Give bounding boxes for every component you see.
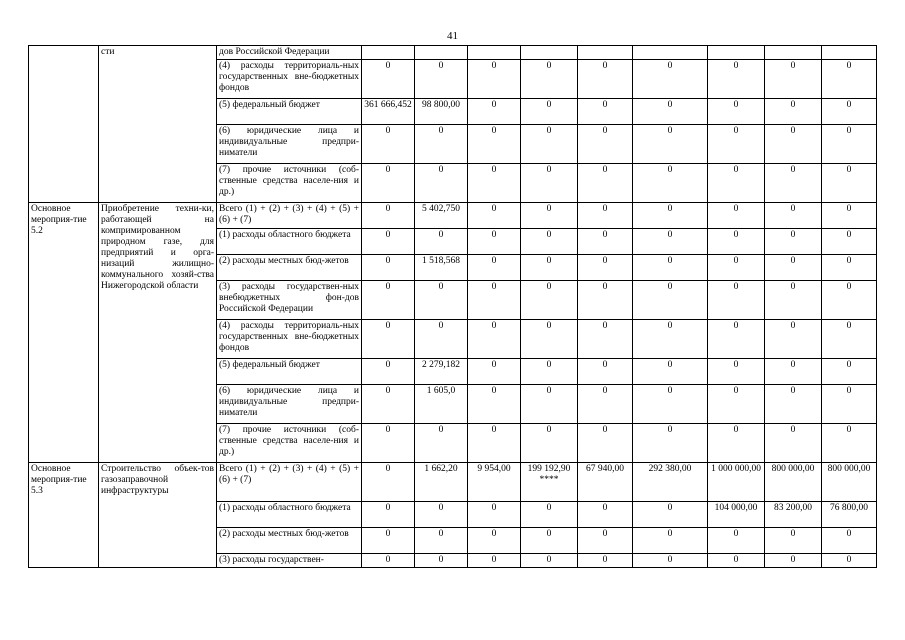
value-cell: 0 bbox=[362, 60, 415, 99]
value-cell bbox=[468, 46, 521, 60]
source-cell: (7) прочие источники (соб-ственные средства населе-ния и др.) bbox=[217, 424, 362, 463]
value-cell: 98 800,00 bbox=[415, 99, 468, 125]
value-cell: 0 bbox=[521, 60, 578, 99]
value-cell: 2 279,182 bbox=[415, 359, 468, 385]
value-cell: 0 bbox=[633, 359, 708, 385]
value-cell: 0 bbox=[822, 385, 877, 424]
value-cell: 0 bbox=[578, 203, 633, 229]
value-cell: 0 bbox=[468, 125, 521, 164]
value-cell: 0 bbox=[468, 99, 521, 125]
source-cell: (1) расходы областного бюджета bbox=[217, 502, 362, 528]
value-cell bbox=[633, 46, 708, 60]
value-cell: 0 bbox=[468, 359, 521, 385]
value-cell: 0 bbox=[633, 60, 708, 99]
value-cell: 0 bbox=[822, 164, 877, 203]
value-cell: 0 bbox=[578, 385, 633, 424]
value-cell: 0 bbox=[708, 164, 765, 203]
value-cell: 0 bbox=[765, 320, 822, 359]
value-cell: 800 000,00 bbox=[822, 463, 877, 502]
event-cell: Основное мероприя-тие 5.2 bbox=[29, 203, 99, 463]
value-cell: 0 bbox=[822, 60, 877, 99]
value-cell: 199 192,90 **** bbox=[521, 463, 578, 502]
value-cell: 0 bbox=[578, 99, 633, 125]
value-cell: 0 bbox=[578, 281, 633, 320]
value-cell: 0 bbox=[633, 164, 708, 203]
value-cell: 0 bbox=[633, 424, 708, 463]
value-cell: 1 000 000,00 bbox=[708, 463, 765, 502]
value-cell: 0 bbox=[415, 320, 468, 359]
value-cell: 0 bbox=[633, 320, 708, 359]
value-cell: 0 bbox=[468, 554, 521, 568]
value-cell: 0 bbox=[708, 359, 765, 385]
value-cell: 1 662,20 bbox=[415, 463, 468, 502]
value-cell: 0 bbox=[633, 229, 708, 255]
value-cell: 0 bbox=[765, 424, 822, 463]
value-cell: 0 bbox=[708, 60, 765, 99]
value-cell: 0 bbox=[521, 424, 578, 463]
value-cell: 0 bbox=[578, 229, 633, 255]
value-cell: 76 800,00 bbox=[822, 502, 877, 528]
value-cell: 361 666,452 bbox=[362, 99, 415, 125]
value-cell bbox=[362, 46, 415, 60]
value-cell: 0 bbox=[765, 528, 822, 554]
value-cell: 0 bbox=[708, 385, 765, 424]
value-cell: 9 954,00 bbox=[468, 463, 521, 502]
value-cell: 0 bbox=[765, 99, 822, 125]
value-cell: 0 bbox=[468, 424, 521, 463]
value-cell: 0 bbox=[708, 255, 765, 281]
value-cell: 800 000,00 bbox=[765, 463, 822, 502]
value-cell: 0 bbox=[578, 125, 633, 164]
source-cell: (6) юридические лица и индивидуальные предпри-ниматели bbox=[217, 125, 362, 164]
value-cell: 0 bbox=[765, 229, 822, 255]
value-cell: 0 bbox=[822, 203, 877, 229]
value-cell: 0 bbox=[362, 281, 415, 320]
value-cell: 0 bbox=[521, 528, 578, 554]
value-cell: 0 bbox=[822, 255, 877, 281]
value-cell: 0 bbox=[468, 320, 521, 359]
value-cell: 0 bbox=[765, 60, 822, 99]
source-cell: (4) расходы территориаль-ных государственных вне-бюджетных фондов bbox=[217, 320, 362, 359]
source-cell: Всего (1) + (2) + (3) + (4) + (5) + (6) + (7) bbox=[217, 463, 362, 502]
source-cell: (6) юридические лица и индивидуальные предпри-ниматели bbox=[217, 385, 362, 424]
value-cell: 0 bbox=[521, 320, 578, 359]
value-cell: 0 bbox=[578, 255, 633, 281]
value-cell bbox=[822, 46, 877, 60]
value-cell: 0 bbox=[521, 164, 578, 203]
value-cell: 0 bbox=[633, 203, 708, 229]
value-cell: 0 bbox=[578, 320, 633, 359]
value-cell: 0 bbox=[468, 164, 521, 203]
value-cell: 0 bbox=[633, 385, 708, 424]
value-cell: 0 bbox=[822, 554, 877, 568]
value-cell: 0 bbox=[468, 203, 521, 229]
value-cell: 0 bbox=[765, 281, 822, 320]
value-cell: 0 bbox=[765, 255, 822, 281]
value-cell: 0 bbox=[822, 320, 877, 359]
value-cell: 0 bbox=[765, 203, 822, 229]
value-cell: 0 bbox=[765, 164, 822, 203]
value-cell: 0 bbox=[362, 164, 415, 203]
value-cell: 0 bbox=[415, 502, 468, 528]
value-cell: 0 bbox=[362, 424, 415, 463]
value-cell: 1 518,568 bbox=[415, 255, 468, 281]
value-cell: 0 bbox=[362, 359, 415, 385]
value-cell: 0 bbox=[415, 554, 468, 568]
value-cell: 0 bbox=[415, 424, 468, 463]
value-cell: 0 bbox=[468, 502, 521, 528]
value-cell: 0 bbox=[362, 528, 415, 554]
value-cell: 104 000,00 bbox=[708, 502, 765, 528]
value-cell: 0 bbox=[362, 125, 415, 164]
value-cell: 5 402,750 bbox=[415, 203, 468, 229]
event-cell: Основное мероприя-тие 5.3 bbox=[29, 463, 99, 568]
value-cell: 0 bbox=[415, 125, 468, 164]
value-cell: 0 bbox=[521, 281, 578, 320]
source-cell: (2) расходы местных бюд-жетов bbox=[217, 528, 362, 554]
value-cell: 0 bbox=[415, 229, 468, 255]
value-cell: 0 bbox=[362, 255, 415, 281]
value-cell: 0 bbox=[468, 255, 521, 281]
table-row bbox=[29, 463, 877, 502]
page-number: 41 bbox=[447, 30, 458, 42]
value-cell: 0 bbox=[578, 359, 633, 385]
value-cell: 0 bbox=[521, 359, 578, 385]
value-cell: 0 bbox=[708, 528, 765, 554]
source-cell: дов Российской Федерации bbox=[217, 46, 362, 60]
value-cell: 0 bbox=[521, 502, 578, 528]
table-row bbox=[29, 203, 877, 229]
description-cell: Строительство объек-тов газозаправочной инфраструктуры bbox=[99, 463, 217, 568]
source-cell: (7) прочие источники (соб-ственные средства населе-ния и др.) bbox=[217, 164, 362, 203]
value-cell: 0 bbox=[708, 203, 765, 229]
source-cell: (5) федеральный бюджет bbox=[217, 359, 362, 385]
value-cell: 0 bbox=[415, 60, 468, 99]
value-cell: 0 bbox=[822, 424, 877, 463]
value-cell: 0 bbox=[521, 554, 578, 568]
value-cell: 0 bbox=[822, 281, 877, 320]
value-cell: 0 bbox=[633, 502, 708, 528]
value-cell: 0 bbox=[468, 385, 521, 424]
value-cell: 0 bbox=[822, 125, 877, 164]
value-cell: 0 bbox=[822, 99, 877, 125]
description-cell: сти bbox=[99, 46, 217, 203]
description-cell: Приобретение техни-ки, работающей на компримированном природном газе, для предприятий и орга-низаций жилищно-коммунального хозяй-ства Нижегородской области bbox=[99, 203, 217, 463]
value-cell: 0 bbox=[362, 385, 415, 424]
value-cell: 0 bbox=[708, 229, 765, 255]
value-cell: 0 bbox=[362, 502, 415, 528]
value-cell: 83 200,00 bbox=[765, 502, 822, 528]
source-cell: (4) расходы территориаль-ных государственных вне-бюджетных фондов bbox=[217, 60, 362, 99]
value-cell bbox=[521, 46, 578, 60]
event-cell bbox=[29, 46, 99, 203]
value-cell: 0 bbox=[468, 60, 521, 99]
value-cell: 0 bbox=[708, 125, 765, 164]
value-cell: 0 bbox=[578, 502, 633, 528]
value-cell: 0 bbox=[822, 359, 877, 385]
value-cell: 0 bbox=[822, 229, 877, 255]
value-cell: 0 bbox=[578, 164, 633, 203]
value-cell: 0 bbox=[708, 99, 765, 125]
value-cell: 0 bbox=[578, 528, 633, 554]
value-cell: 0 bbox=[362, 320, 415, 359]
value-cell: 0 bbox=[765, 385, 822, 424]
value-cell: 0 bbox=[521, 255, 578, 281]
value-cell: 1 605,0 bbox=[415, 385, 468, 424]
value-cell: 0 bbox=[521, 203, 578, 229]
value-cell bbox=[415, 46, 468, 60]
source-cell: (3) расходы государствен- bbox=[217, 554, 362, 568]
value-cell: 292 380,00 bbox=[633, 463, 708, 502]
value-cell: 0 bbox=[765, 125, 822, 164]
value-cell: 0 bbox=[468, 229, 521, 255]
table-row bbox=[29, 46, 877, 60]
value-cell: 0 bbox=[822, 528, 877, 554]
source-cell: (1) расходы областного бюджета bbox=[217, 229, 362, 255]
budget-table bbox=[28, 45, 877, 568]
value-cell: 0 bbox=[633, 125, 708, 164]
source-cell: Всего (1) + (2) + (3) + (4) + (5) + (6) + (7) bbox=[217, 203, 362, 229]
value-cell: 0 bbox=[578, 554, 633, 568]
value-cell: 0 bbox=[708, 554, 765, 568]
value-cell: 0 bbox=[578, 60, 633, 99]
value-cell: 0 bbox=[521, 229, 578, 255]
value-cell: 0 bbox=[633, 554, 708, 568]
value-cell: 0 bbox=[708, 281, 765, 320]
source-cell: (3) расходы государствен-ных внебюджетных фон-дов Российской Федерации bbox=[217, 281, 362, 320]
value-cell: 0 bbox=[765, 359, 822, 385]
value-cell: 0 bbox=[708, 320, 765, 359]
value-cell: 0 bbox=[578, 424, 633, 463]
value-cell: 0 bbox=[765, 554, 822, 568]
value-cell: 0 bbox=[415, 164, 468, 203]
value-cell: 0 bbox=[633, 281, 708, 320]
value-cell bbox=[765, 46, 822, 60]
value-cell: 0 bbox=[362, 203, 415, 229]
value-cell: 0 bbox=[415, 281, 468, 320]
value-cell: 0 bbox=[468, 528, 521, 554]
source-cell: (2) расходы местных бюд-жетов bbox=[217, 255, 362, 281]
value-cell bbox=[578, 46, 633, 60]
value-cell: 0 bbox=[362, 463, 415, 502]
source-cell: (5) федеральный бюджет bbox=[217, 99, 362, 125]
value-cell: 0 bbox=[633, 255, 708, 281]
value-cell: 0 bbox=[521, 99, 578, 125]
value-cell: 0 bbox=[708, 424, 765, 463]
value-cell: 0 bbox=[362, 554, 415, 568]
value-cell: 67 940,00 bbox=[578, 463, 633, 502]
value-cell: 0 bbox=[468, 281, 521, 320]
value-cell: 0 bbox=[633, 99, 708, 125]
value-cell: 0 bbox=[415, 528, 468, 554]
value-cell: 0 bbox=[521, 125, 578, 164]
value-cell: 0 bbox=[362, 229, 415, 255]
value-cell: 0 bbox=[521, 385, 578, 424]
value-cell bbox=[708, 46, 765, 60]
value-cell: 0 bbox=[633, 528, 708, 554]
